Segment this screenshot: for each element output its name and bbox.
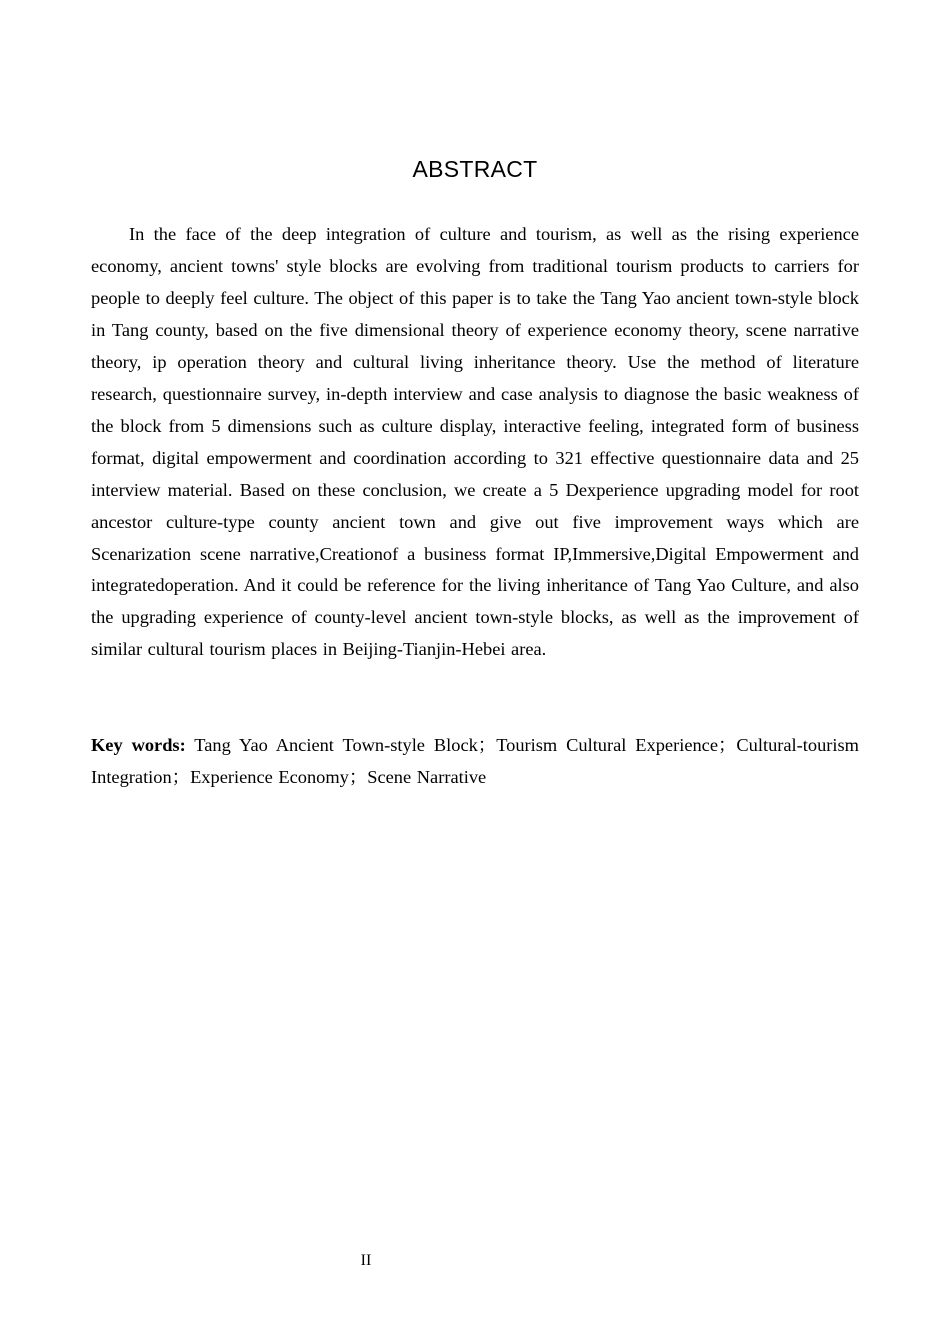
- page-number: II: [360, 1252, 372, 1269]
- abstract-title: ABSTRACT: [412, 156, 538, 182]
- keywords-label: Key words:: [91, 735, 186, 755]
- keywords-text: Tang Yao Ancient Town-style Block；Tourism Cultural Experience；Cultural-tourism Integration；Experience Economy；Scene Narrative: [91, 735, 859, 787]
- keywords-paragraph: [91, 730, 859, 794]
- abstract-body: In the face of the deep integration of culture and tourism, as well as the rising experience economy, ancient towns' style blocks are evolving from traditional tourism products to carriers for people to deeply feel culture. The object of this paper is to take the Tang Yao ancient town-style block in Tang county, based on the five dimensional theory of experience economy theory, scene narrative theory, ip operation theory and cultural living inheritance theory. Use the method of literature research, questionnaire survey, in-depth interview and case analysis to diagnose the basic weakness of the block from 5 dimensions such as culture display, interactive feeling, integrated form of business format, digital empowerment and coordination according to 321 effective questionnaire data and 25 interview material. Based on these conclusion, we create a 5 Dexperience upgrading model for root ancestor culture-type county ancient town and give out five improvement ways which are Scenarization scene narrative,Creationof a business format IP,Immersive,Digital Empowerment and integratedoperation. And it could be reference for the living inheritance of Tang Yao Culture, and also the upgrading experience of county-level ancient town-style blocks, as well as the improvement of similar cultural tourism places in Beijing-Tianjin-Hebei area.: [91, 224, 859, 660]
